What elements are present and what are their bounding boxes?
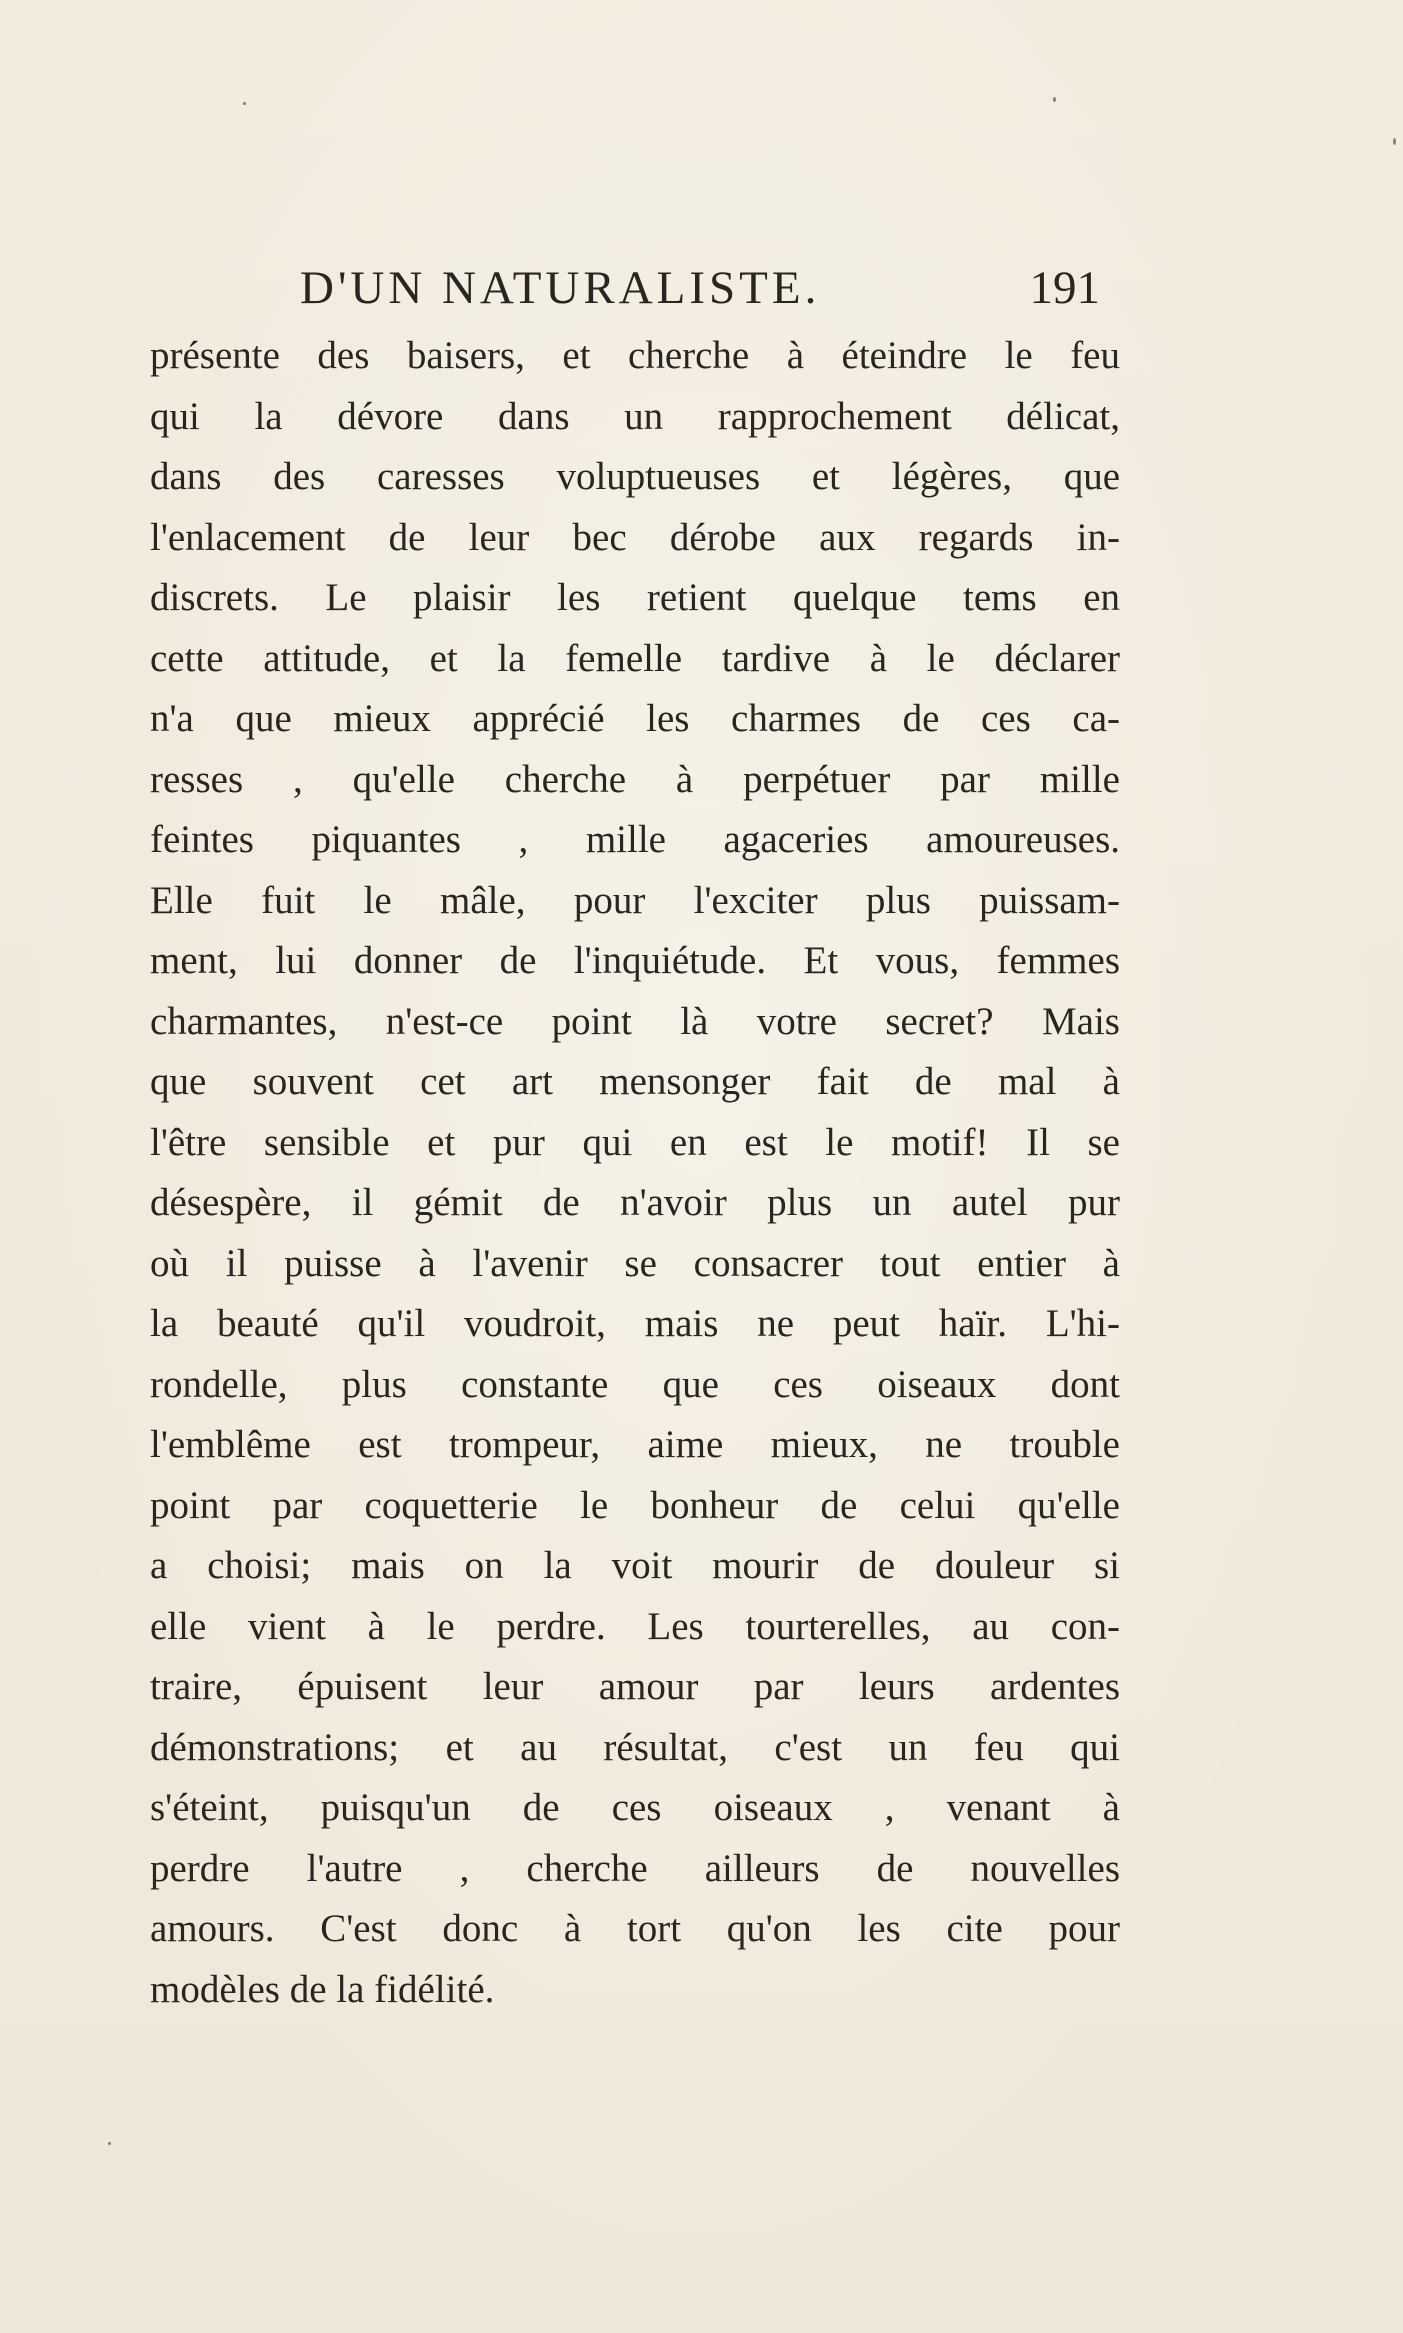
text-line: discrets. Le plaisir les retient quelque tems en xyxy=(150,576,1120,619)
text-line: présente des baisers, et cherche à éteindre le feu xyxy=(150,334,1120,377)
text-line: la beauté qu'il voudroit, mais ne peut haïr. L'hi- xyxy=(150,1302,1120,1345)
text-line: resses , qu'elle cherche à perpétuer par mille xyxy=(150,757,1120,801)
text-line: Elle fuit le mâle, pour l'exciter plus puissam- xyxy=(150,878,1120,922)
text-line: l'être sensible et pur qui en est le motif! Il se xyxy=(150,1120,1120,1164)
text-line: modèles de la fidélité. xyxy=(150,1967,495,2011)
text-line: rondelle, plus constante que ces oiseaux dont xyxy=(150,1362,1120,1406)
text-line: l'enlacement de leur bec dérobe aux regards in- xyxy=(150,515,1120,559)
text-line: traire, épuisent leur amour par leurs ardentes xyxy=(150,1665,1120,1708)
text-line: n'a que mieux apprécié les charmes de ces ca- xyxy=(150,697,1120,740)
text-line: charmantes, n'est-ce point là votre secret? Mais xyxy=(150,999,1120,1043)
running-title: D'UN NATURALISTE. xyxy=(300,262,821,314)
text-line: perdre l'autre , cherche ailleurs de nouvelles xyxy=(150,1846,1120,1890)
text-line: qui la dévore dans un rapprochement délicat, xyxy=(150,394,1120,438)
text-line: elle vient à le perdre. Les tourterelles, au con- xyxy=(150,1604,1120,1648)
text-line: où il puisse à l'avenir se consacrer tout entier à xyxy=(150,1241,1120,1285)
text-line: amours. C'est donc à tort qu'on les cite pour xyxy=(150,1907,1120,1950)
text-line: ment, lui donner de l'inquiétude. Et vous, femmes xyxy=(150,939,1120,982)
paper-speck xyxy=(108,2142,111,2145)
paper-speck xyxy=(1393,138,1396,145)
text-line: dans des caresses voluptueuses et légères, que xyxy=(150,455,1120,498)
body-text xyxy=(150,326,1120,2020)
text-line: désespère, il gémit de n'avoir plus un autel pur xyxy=(150,1181,1120,1224)
paper-speck xyxy=(1053,97,1056,102)
text-line: a choisi; mais on la voit mourir de douleur si xyxy=(150,1544,1120,1587)
text-line: feintes piquantes , mille agaceries amoureuses. xyxy=(150,818,1120,861)
running-head xyxy=(150,258,1120,318)
paper-speck xyxy=(243,102,246,105)
text-line: point par coquetterie le bonheur de celui qu'elle xyxy=(150,1483,1120,1527)
page-number: 191 xyxy=(1029,262,1100,314)
text-line: cette attitude, et la femelle tardive à le déclarer xyxy=(150,636,1120,680)
text-line: démonstrations; et au résultat, c'est un feu qui xyxy=(150,1725,1120,1769)
text-line: que souvent cet art mensonger fait de mal à xyxy=(150,1060,1120,1103)
text-line: l'emblême est trompeur, aime mieux, ne trouble xyxy=(150,1423,1120,1466)
text-line: s'éteint, puisqu'un de ces oiseaux , venant à xyxy=(150,1786,1120,1829)
